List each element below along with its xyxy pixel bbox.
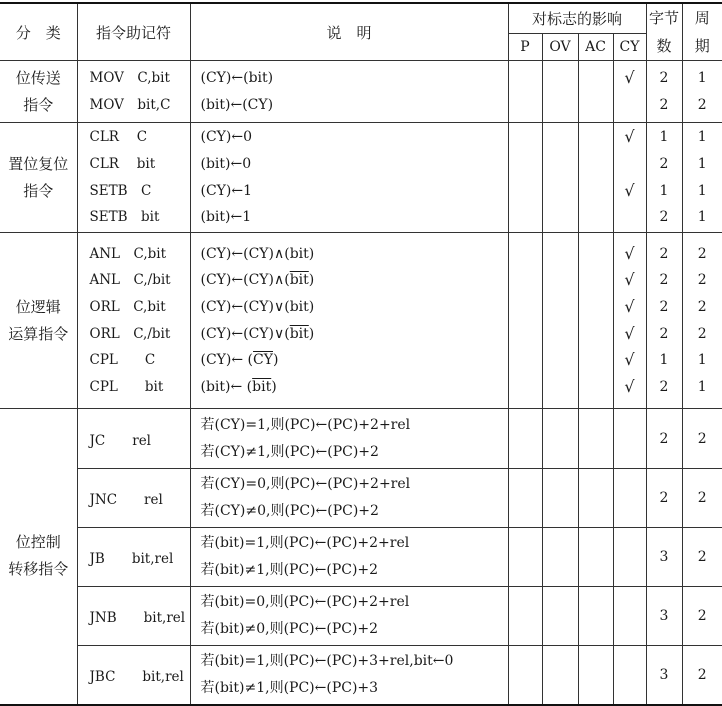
flag-ov-cell: [542, 469, 578, 528]
description: 若(CY)=0,则(PC)←(PC)+2+rel: [200, 476, 411, 493]
description-cell: [190, 409, 508, 469]
header-mnemonic: 指令助记符: [77, 3, 190, 61]
cycles-value: 2: [697, 325, 707, 342]
flag-p-cell: [508, 587, 542, 646]
desc-text: (CY)←(CY)∧(: [200, 272, 290, 289]
bytes-cell: [646, 233, 682, 409]
jump-row: [0, 646, 722, 705]
description: [201, 241, 508, 268]
description: 若(bit)≠1,则(PC)←(PC)+3: [200, 679, 379, 696]
bytes-value: 3: [646, 646, 682, 705]
flag-cy-cell: [613, 469, 646, 528]
flag-cy-cell: [613, 646, 646, 705]
bytes-cell: [646, 61, 682, 123]
flag-cy-cell: [613, 233, 646, 409]
bytes-value: 2: [646, 409, 682, 469]
category-line: 位控制: [15, 533, 61, 552]
cy-mark: [614, 151, 646, 178]
description-cell: [190, 233, 508, 409]
description: (CY)←1: [200, 182, 253, 199]
flag-ov-cell: [542, 61, 578, 123]
mnemonic-cell: [77, 233, 190, 409]
jump-row: [0, 587, 722, 646]
description: (bit)←(CY): [200, 96, 274, 113]
flag-cy-cell: [613, 587, 646, 646]
bytes-value: 2: [659, 209, 669, 226]
desc-overline: $\overline{CY}$: [253, 352, 273, 369]
bytes-value: 1: [659, 182, 669, 199]
category-line: 运算指令: [8, 324, 69, 343]
flag-ac-cell: [578, 528, 613, 587]
description: [201, 267, 508, 294]
cycles-value: 1: [697, 352, 707, 369]
description: 若(CY)≠0,则(PC)←(PC)+2: [200, 503, 379, 519]
cycles-cell: [682, 123, 722, 233]
header-category: 分 类: [0, 3, 77, 61]
flag-ov-cell: [542, 587, 578, 646]
cy-mark: √: [624, 67, 635, 87]
description: 若(bit)=1,则(PC)←(PC)+2+rel: [200, 535, 410, 552]
bytes-value: 2: [659, 325, 669, 342]
description: 若(bit)=1,则(PC)←(PC)+3+rel,bit←0: [200, 653, 454, 670]
flag-p-cell: [508, 61, 542, 123]
mnemonic: ORL C,bit: [89, 298, 166, 315]
flag-cy-cell: [613, 61, 646, 123]
flag-p-cell: [508, 409, 542, 469]
group-set-reset: [0, 123, 722, 233]
bytes-cell: [646, 123, 682, 233]
mnemonic-cell: [77, 61, 190, 123]
flag-p-cell: [508, 646, 542, 705]
desc-overline: $\overline{bit}$: [252, 378, 272, 395]
description: [201, 347, 508, 374]
cycles-cell: [682, 61, 722, 123]
desc-overline: $\overline{bit}$: [289, 272, 309, 289]
mnemonic: CLR bit: [89, 155, 156, 172]
category-cell: [0, 123, 77, 233]
mnemonic: SETB bit: [89, 209, 160, 226]
cycles-value: 2: [682, 646, 722, 705]
bytes-value: 1: [659, 352, 669, 369]
category-line: 置位复位: [8, 154, 69, 173]
cy-mark: √: [624, 243, 635, 263]
flag-ac-cell: [578, 587, 613, 646]
description: [201, 321, 508, 348]
desc-text: (CY)←(CY)∨(: [200, 325, 290, 342]
flag-p-cell: [508, 233, 542, 409]
cycles-value: 2: [697, 272, 707, 289]
description: 若(CY)=1,则(PC)←(PC)+2+rel: [200, 416, 411, 433]
description: 若(bit)≠0,则(PC)←(PC)+2: [200, 621, 379, 637]
cycles-value: 1: [697, 378, 707, 395]
flag-ov-cell: [542, 528, 578, 587]
description: [201, 294, 508, 321]
cy-mark: [614, 204, 646, 231]
description: (bit)←0: [200, 155, 252, 172]
description-cell: [190, 528, 508, 587]
header-description: 说 明: [190, 3, 508, 61]
cycles-value: 2: [697, 298, 707, 315]
header-cycles-line1: 周: [694, 9, 710, 27]
description: [201, 374, 508, 401]
cycles-value: 2: [682, 587, 722, 646]
header-flag-cy: CY: [613, 33, 646, 60]
description: 若(bit)≠1,则(PC)←(PC)+2: [200, 562, 379, 578]
category-cell: [0, 61, 77, 123]
desc-text: (CY)←(CY)∨(bit): [200, 298, 315, 315]
flag-ov-cell: [542, 409, 578, 469]
header-cycles-line2: 期: [694, 37, 710, 55]
cy-mark: √: [624, 376, 635, 396]
cycles-value: 1: [697, 182, 707, 199]
cycles-value: 2: [682, 409, 722, 469]
flag-ac-cell: [578, 233, 613, 409]
bytes-value: 2: [659, 378, 669, 395]
header-bytes-line2: 数: [656, 37, 672, 55]
desc-text: ): [273, 352, 279, 369]
category-line: 转移指令: [8, 560, 69, 579]
cycles-value: 2: [682, 528, 722, 587]
flag-cy-cell: [613, 528, 646, 587]
mnemonic: JNC rel: [77, 469, 190, 528]
bytes-value: 3: [646, 587, 682, 646]
flag-cy-cell: [613, 123, 646, 233]
flag-ac-cell: [578, 61, 613, 123]
mnemonic: SETB C: [89, 182, 152, 199]
desc-text: (CY)← (: [200, 352, 254, 369]
mnemonic: CPL C: [89, 352, 156, 369]
header-cycles: [682, 3, 722, 61]
mnemonic: MOV bit,C: [89, 96, 171, 113]
flag-p-cell: [508, 469, 542, 528]
flag-cy-cell: [613, 409, 646, 469]
category-line: 位传送: [15, 68, 61, 87]
cy-mark: √: [624, 180, 635, 200]
cy-mark: [614, 92, 646, 119]
mnemonic: JNB bit,rel: [77, 587, 190, 646]
bytes-value: 2: [646, 469, 682, 528]
description-cell: [190, 123, 508, 233]
mnemonic: ORL C,/bit: [89, 325, 171, 342]
mnemonic-cell: [77, 123, 190, 233]
header-flag-ac: AC: [578, 33, 613, 60]
cycles-value: 1: [697, 155, 707, 172]
desc-text: ): [308, 272, 315, 289]
category-cell: [0, 409, 77, 705]
category-line: 指令: [23, 95, 54, 114]
category-line: 位逻辑: [15, 297, 61, 316]
header-flag-ov: OV: [542, 33, 578, 60]
category-line: 指令: [23, 181, 54, 200]
bytes-value: 2: [659, 272, 669, 289]
desc-text: ): [308, 325, 315, 342]
cycles-value: 1: [697, 69, 707, 86]
description-cell: [190, 587, 508, 646]
mnemonic: ANL C,/bit: [89, 272, 171, 289]
cycles-value: 1: [697, 209, 707, 226]
desc-text: ): [271, 378, 277, 395]
description: (CY)←(bit): [200, 69, 274, 86]
desc-overline: $\overline{bit}$: [289, 325, 309, 342]
desc-text: (CY)←(CY)∧(bit): [200, 245, 315, 262]
description: (CY)←0: [200, 129, 253, 146]
cycles-value: 2: [697, 245, 707, 262]
group-bit-transfer: [0, 61, 722, 123]
cycles-cell: [682, 233, 722, 409]
jump-row: [0, 469, 722, 528]
cycles-value: 2: [682, 469, 722, 528]
description: 若(CY)≠1,则(PC)←(PC)+2: [200, 443, 379, 460]
cy-mark: √: [624, 296, 635, 316]
flag-p-cell: [508, 528, 542, 587]
mnemonic: ANL C,bit: [89, 245, 167, 262]
cy-mark: √: [624, 323, 635, 343]
header-bytes: [646, 3, 682, 61]
mnemonic: MOV C,bit: [89, 69, 170, 86]
description-cell: [190, 646, 508, 705]
category-cell: [0, 233, 77, 409]
bit-instruction-table: [0, 2, 722, 706]
bytes-value: 2: [659, 298, 669, 315]
bytes-value: 2: [659, 69, 669, 86]
flag-ov-cell: [542, 123, 578, 233]
flag-ac-cell: [578, 469, 613, 528]
cy-mark: √: [624, 350, 635, 370]
mnemonic: CPL bit: [89, 378, 164, 395]
description: 若(bit)=0,则(PC)←(PC)+2+rel: [200, 594, 410, 611]
description: (bit)←1: [200, 209, 252, 226]
bytes-value: 2: [659, 96, 669, 113]
flag-ac-cell: [578, 123, 613, 233]
cy-mark: √: [624, 127, 635, 147]
cycles-value: 1: [697, 129, 707, 146]
bytes-value: 2: [659, 155, 669, 172]
header-flags-group: 对标志的影响: [508, 3, 646, 33]
mnemonic: CLR C: [89, 129, 148, 146]
flag-p-cell: [508, 123, 542, 233]
mnemonic: JBC bit,rel: [77, 646, 190, 705]
description-cell: [190, 61, 508, 123]
header-flag-p: P: [508, 33, 542, 60]
flag-ac-cell: [578, 646, 613, 705]
group-bit-logic: [0, 233, 722, 409]
flag-ac-cell: [578, 409, 613, 469]
cy-mark: √: [624, 270, 635, 290]
bytes-value: 1: [659, 129, 669, 146]
desc-text: (bit)← (: [200, 378, 253, 395]
bytes-value: 3: [646, 528, 682, 587]
cycles-value: 2: [697, 96, 707, 113]
bytes-value: 2: [659, 245, 669, 262]
mnemonic: JC rel: [77, 409, 190, 469]
jump-row: [0, 409, 722, 469]
flag-ov-cell: [542, 233, 578, 409]
flag-ov-cell: [542, 646, 578, 705]
header-bytes-line1: 字节: [649, 9, 680, 27]
description-cell: [190, 469, 508, 528]
jump-row: [0, 528, 722, 587]
mnemonic: JB bit,rel: [77, 528, 190, 587]
